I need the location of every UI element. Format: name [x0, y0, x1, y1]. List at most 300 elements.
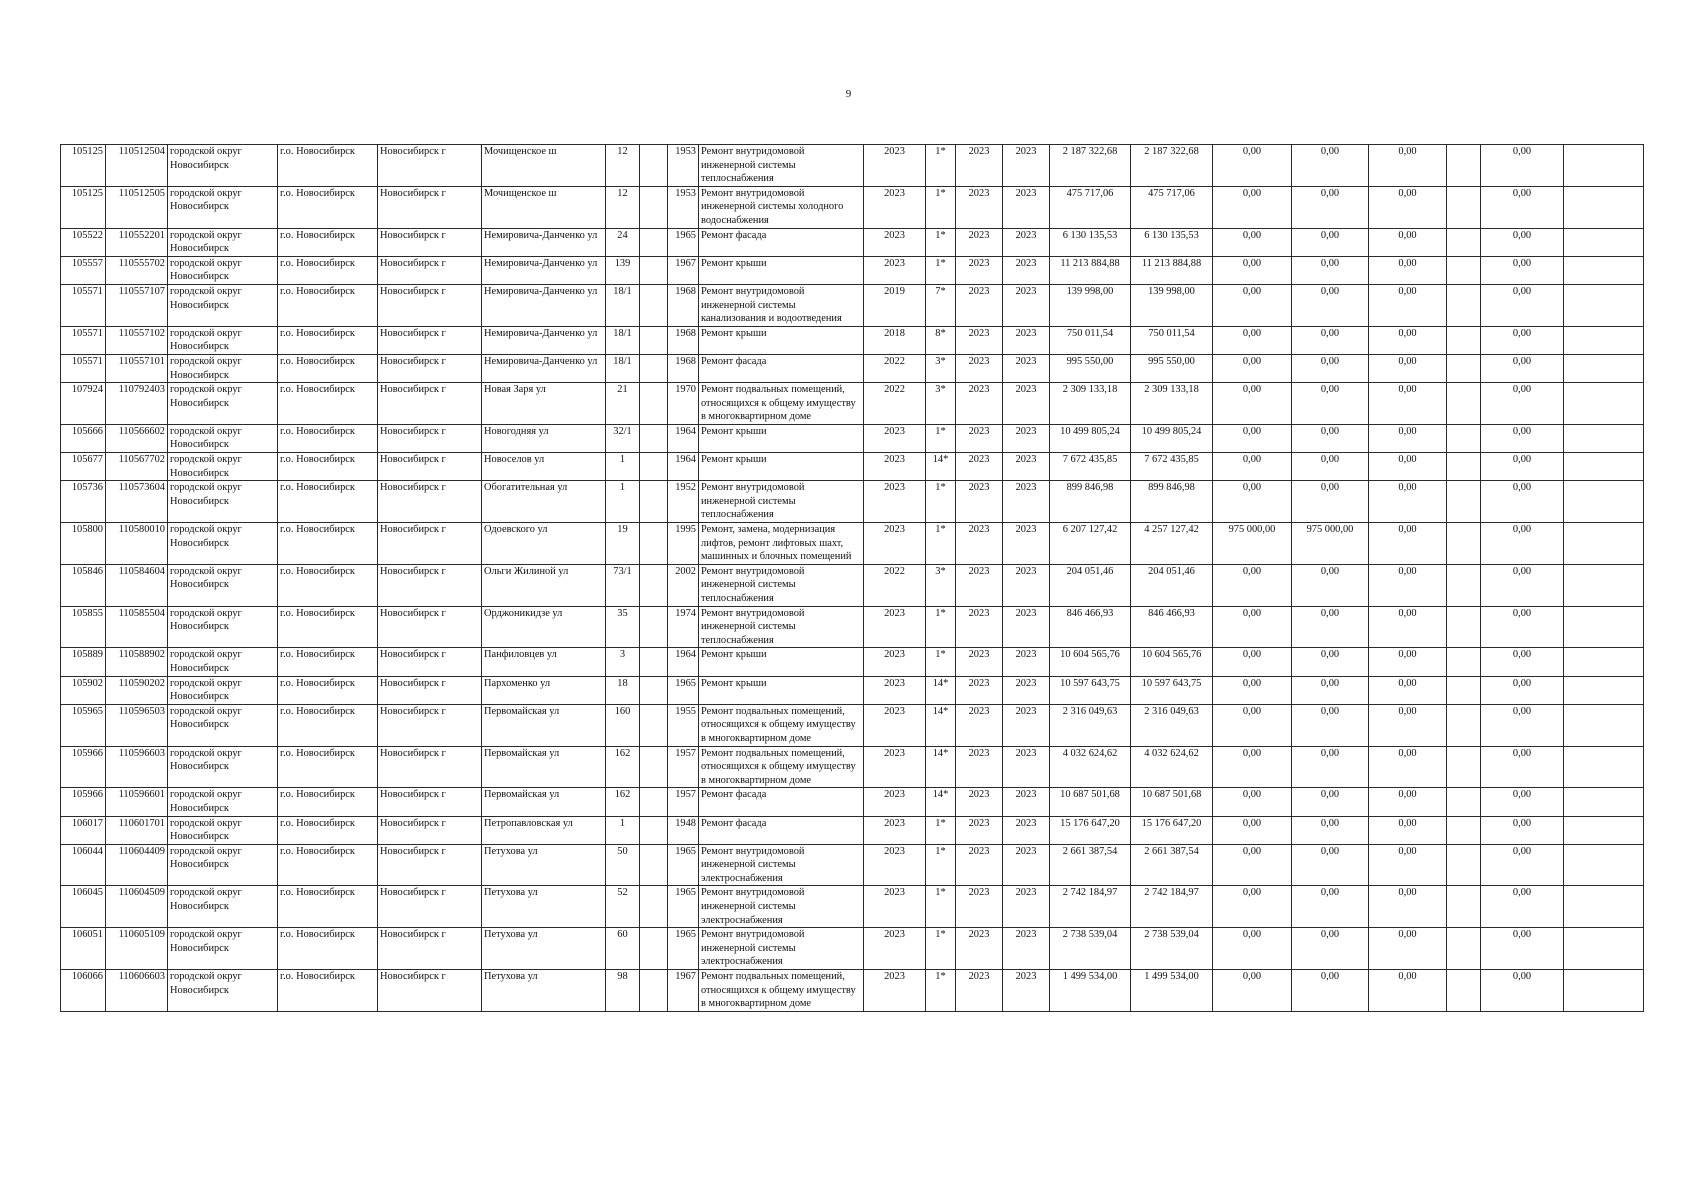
source-2: 0,00 [1292, 564, 1369, 606]
source-5: 0,00 [1481, 648, 1564, 676]
source-2: 0,00 [1292, 844, 1369, 886]
table-row [61, 186, 1644, 228]
note-mark: 14* [926, 453, 956, 481]
house-number: 162 [606, 746, 640, 788]
note-mark: 14* [926, 788, 956, 816]
plan-year: 2023 [864, 228, 926, 256]
municipality: г.о. Новосибирск [278, 648, 378, 676]
table-row [61, 383, 1644, 425]
house-number: 1 [606, 481, 640, 523]
street-name: Орджоникидзе ул [482, 606, 606, 648]
source-5: 0,00 [1481, 844, 1564, 886]
fund-cost: 2 742 184,97 [1131, 886, 1213, 928]
empty-cell [640, 326, 668, 354]
work-code: 110606603 [106, 970, 168, 1012]
total-cost: 10 499 805,24 [1050, 424, 1131, 452]
build-year: 1968 [668, 326, 699, 354]
source-1: 0,00 [1213, 228, 1292, 256]
empty-cell [640, 970, 668, 1012]
street-name: Мочищенское ш [482, 186, 606, 228]
work-code: 110605109 [106, 928, 168, 970]
source-5: 0,00 [1481, 523, 1564, 565]
source-2: 0,00 [1292, 424, 1369, 452]
source-3: 0,00 [1369, 523, 1447, 565]
source-1: 0,00 [1213, 186, 1292, 228]
start-year: 2023 [956, 816, 1003, 844]
source-3: 0,00 [1369, 844, 1447, 886]
build-year: 1955 [668, 704, 699, 746]
source-4 [1447, 746, 1481, 788]
source-3: 0,00 [1369, 481, 1447, 523]
city-name: Новосибирск г [378, 970, 482, 1012]
municipality: г.о. Новосибирск [278, 676, 378, 704]
note-mark: 1* [926, 970, 956, 1012]
end-year: 2023 [1003, 354, 1050, 382]
street-name: Петухова ул [482, 970, 606, 1012]
district-name: городской округ Новосибирск [168, 886, 278, 928]
city-name: Новосибирск г [378, 326, 482, 354]
build-year: 1953 [668, 186, 699, 228]
municipality: г.о. Новосибирск [278, 788, 378, 816]
empty-cell [640, 523, 668, 565]
empty-cell [640, 256, 668, 284]
municipality: г.о. Новосибирск [278, 424, 378, 452]
street-name: Петухова ул [482, 928, 606, 970]
empty-cell [640, 788, 668, 816]
district-name: городской округ Новосибирск [168, 354, 278, 382]
table-row [61, 284, 1644, 326]
plan-year: 2023 [864, 928, 926, 970]
note-mark: 3* [926, 564, 956, 606]
build-year: 1974 [668, 606, 699, 648]
fund-cost: 15 176 647,20 [1131, 816, 1213, 844]
city-name: Новосибирск г [378, 186, 482, 228]
end-year: 2023 [1003, 453, 1050, 481]
source-4 [1447, 284, 1481, 326]
source-5: 0,00 [1481, 228, 1564, 256]
city-name: Новосибирск г [378, 354, 482, 382]
object-id: 105889 [61, 648, 106, 676]
district-name: городской округ Новосибирск [168, 606, 278, 648]
street-name: Одоевского ул [482, 523, 606, 565]
note-mark: 1* [926, 648, 956, 676]
source-3: 0,00 [1369, 354, 1447, 382]
tail-cell [1564, 564, 1644, 606]
plan-year: 2023 [864, 424, 926, 452]
table-row [61, 676, 1644, 704]
end-year: 2023 [1003, 606, 1050, 648]
city-name: Новосибирск г [378, 746, 482, 788]
object-id: 105965 [61, 704, 106, 746]
note-mark: 14* [926, 746, 956, 788]
registry-body [61, 145, 1644, 1012]
object-id: 105571 [61, 354, 106, 382]
municipality: г.о. Новосибирск [278, 453, 378, 481]
table-row [61, 970, 1644, 1012]
work-code: 110584604 [106, 564, 168, 606]
tail-cell [1564, 844, 1644, 886]
empty-cell [640, 564, 668, 606]
source-1: 0,00 [1213, 816, 1292, 844]
build-year: 1965 [668, 928, 699, 970]
total-cost: 846 466,93 [1050, 606, 1131, 648]
plan-year: 2022 [864, 354, 926, 382]
source-4 [1447, 523, 1481, 565]
end-year: 2023 [1003, 704, 1050, 746]
tail-cell [1564, 606, 1644, 648]
source-1: 0,00 [1213, 746, 1292, 788]
street-name: Новоселов ул [482, 453, 606, 481]
table-row [61, 746, 1644, 788]
build-year: 1967 [668, 970, 699, 1012]
plan-year: 2023 [864, 676, 926, 704]
house-number: 162 [606, 788, 640, 816]
empty-cell [640, 228, 668, 256]
source-5: 0,00 [1481, 256, 1564, 284]
start-year: 2023 [956, 746, 1003, 788]
source-5: 0,00 [1481, 424, 1564, 452]
source-4 [1447, 928, 1481, 970]
house-number: 24 [606, 228, 640, 256]
municipality: г.о. Новосибирск [278, 816, 378, 844]
table-row [61, 145, 1644, 187]
work-code: 110792403 [106, 383, 168, 425]
empty-cell [640, 383, 668, 425]
empty-cell [640, 886, 668, 928]
street-name: Первомайская ул [482, 746, 606, 788]
district-name: городской округ Новосибирск [168, 676, 278, 704]
house-number: 139 [606, 256, 640, 284]
house-number: 18/1 [606, 354, 640, 382]
street-name: Немировича-Данченко ул [482, 256, 606, 284]
total-cost: 899 846,98 [1050, 481, 1131, 523]
source-5: 0,00 [1481, 928, 1564, 970]
source-1: 0,00 [1213, 326, 1292, 354]
note-mark: 1* [926, 928, 956, 970]
street-name: Новогодняя ул [482, 424, 606, 452]
object-id: 106017 [61, 816, 106, 844]
source-2: 0,00 [1292, 788, 1369, 816]
source-2: 0,00 [1292, 453, 1369, 481]
fund-cost: 2 309 133,18 [1131, 383, 1213, 425]
municipality: г.о. Новосибирск [278, 564, 378, 606]
municipality: г.о. Новосибирск [278, 383, 378, 425]
district-name: городской округ Новосибирск [168, 746, 278, 788]
work-type: Ремонт крыши [699, 326, 864, 354]
tail-cell [1564, 383, 1644, 425]
plan-year: 2018 [864, 326, 926, 354]
work-code: 110552201 [106, 228, 168, 256]
work-type: Ремонт, замена, модернизация лифтов, ремонт лифтовых шахт, машинных и блочных помещений [699, 523, 864, 565]
work-type: Ремонт крыши [699, 648, 864, 676]
street-name: Пархоменко ул [482, 676, 606, 704]
source-5: 0,00 [1481, 481, 1564, 523]
source-2: 0,00 [1292, 704, 1369, 746]
source-2: 0,00 [1292, 284, 1369, 326]
end-year: 2023 [1003, 886, 1050, 928]
source-3: 0,00 [1369, 788, 1447, 816]
work-type: Ремонт внутридомовой инженерной системы канализования и водоотведения [699, 284, 864, 326]
empty-cell [640, 648, 668, 676]
empty-cell [640, 676, 668, 704]
district-name: городской округ Новосибирск [168, 648, 278, 676]
district-name: городской округ Новосибирск [168, 256, 278, 284]
work-type: Ремонт фасада [699, 788, 864, 816]
end-year: 2023 [1003, 145, 1050, 187]
start-year: 2023 [956, 256, 1003, 284]
source-3: 0,00 [1369, 704, 1447, 746]
street-name: Петропавловская ул [482, 816, 606, 844]
note-mark: 1* [926, 606, 956, 648]
start-year: 2023 [956, 564, 1003, 606]
table-row [61, 424, 1644, 452]
district-name: городской округ Новосибирск [168, 424, 278, 452]
city-name: Новосибирск г [378, 928, 482, 970]
district-name: городской округ Новосибирск [168, 383, 278, 425]
table-row [61, 816, 1644, 844]
fund-cost: 2 661 387,54 [1131, 844, 1213, 886]
municipality: г.о. Новосибирск [278, 886, 378, 928]
object-id: 105846 [61, 564, 106, 606]
total-cost: 2 661 387,54 [1050, 844, 1131, 886]
street-name: Мочищенское ш [482, 145, 606, 187]
source-3: 0,00 [1369, 970, 1447, 1012]
source-1: 0,00 [1213, 424, 1292, 452]
work-code: 110512505 [106, 186, 168, 228]
object-id: 105666 [61, 424, 106, 452]
plan-year: 2023 [864, 704, 926, 746]
start-year: 2023 [956, 844, 1003, 886]
tail-cell [1564, 186, 1644, 228]
source-4 [1447, 816, 1481, 844]
municipality: г.о. Новосибирск [278, 481, 378, 523]
city-name: Новосибирск г [378, 648, 482, 676]
table-row [61, 704, 1644, 746]
build-year: 1968 [668, 354, 699, 382]
house-number: 98 [606, 970, 640, 1012]
source-2: 0,00 [1292, 928, 1369, 970]
work-type: Ремонт крыши [699, 424, 864, 452]
municipality: г.о. Новосибирск [278, 704, 378, 746]
tail-cell [1564, 816, 1644, 844]
plan-year: 2023 [864, 145, 926, 187]
city-name: Новосибирск г [378, 284, 482, 326]
work-code: 110567702 [106, 453, 168, 481]
street-name: Немировича-Данченко ул [482, 284, 606, 326]
city-name: Новосибирск г [378, 383, 482, 425]
tail-cell [1564, 676, 1644, 704]
district-name: городской округ Новосибирск [168, 816, 278, 844]
table-row [61, 354, 1644, 382]
work-code: 110512504 [106, 145, 168, 187]
source-2: 0,00 [1292, 326, 1369, 354]
source-3: 0,00 [1369, 816, 1447, 844]
plan-year: 2023 [864, 186, 926, 228]
total-cost: 2 738 539,04 [1050, 928, 1131, 970]
house-number: 60 [606, 928, 640, 970]
work-code: 110573604 [106, 481, 168, 523]
source-2: 0,00 [1292, 256, 1369, 284]
table-row [61, 326, 1644, 354]
plan-year: 2023 [864, 648, 926, 676]
table-row [61, 256, 1644, 284]
plan-year: 2023 [864, 453, 926, 481]
work-code: 110557101 [106, 354, 168, 382]
empty-cell [640, 186, 668, 228]
source-5: 0,00 [1481, 453, 1564, 481]
start-year: 2023 [956, 788, 1003, 816]
source-4 [1447, 606, 1481, 648]
district-name: городской округ Новосибирск [168, 186, 278, 228]
object-id: 105677 [61, 453, 106, 481]
city-name: Новосибирск г [378, 676, 482, 704]
start-year: 2023 [956, 606, 1003, 648]
end-year: 2023 [1003, 481, 1050, 523]
source-5: 0,00 [1481, 606, 1564, 648]
source-1: 0,00 [1213, 354, 1292, 382]
street-name: Петухова ул [482, 844, 606, 886]
object-id: 105571 [61, 326, 106, 354]
source-3: 0,00 [1369, 228, 1447, 256]
plan-year: 2019 [864, 284, 926, 326]
fund-cost: 10 687 501,68 [1131, 788, 1213, 816]
work-code: 110566602 [106, 424, 168, 452]
object-id: 105125 [61, 145, 106, 187]
source-1: 0,00 [1213, 606, 1292, 648]
source-3: 0,00 [1369, 886, 1447, 928]
district-name: городской округ Новосибирск [168, 284, 278, 326]
tail-cell [1564, 228, 1644, 256]
page-number: 9 [845, 88, 852, 100]
source-2: 0,00 [1292, 145, 1369, 187]
municipality: г.о. Новосибирск [278, 606, 378, 648]
empty-cell [640, 354, 668, 382]
total-cost: 750 011,54 [1050, 326, 1131, 354]
work-code: 110601701 [106, 816, 168, 844]
source-2: 0,00 [1292, 970, 1369, 1012]
fund-cost: 4 257 127,42 [1131, 523, 1213, 565]
fund-cost: 10 604 565,76 [1131, 648, 1213, 676]
work-code: 110590202 [106, 676, 168, 704]
end-year: 2023 [1003, 648, 1050, 676]
total-cost: 10 604 565,76 [1050, 648, 1131, 676]
start-year: 2023 [956, 523, 1003, 565]
city-name: Новосибирск г [378, 453, 482, 481]
tail-cell [1564, 145, 1644, 187]
source-3: 0,00 [1369, 928, 1447, 970]
source-4 [1447, 186, 1481, 228]
total-cost: 6 207 127,42 [1050, 523, 1131, 565]
source-5: 0,00 [1481, 326, 1564, 354]
source-4 [1447, 676, 1481, 704]
tail-cell [1564, 481, 1644, 523]
source-2: 0,00 [1292, 186, 1369, 228]
fund-cost: 846 466,93 [1131, 606, 1213, 648]
source-3: 0,00 [1369, 606, 1447, 648]
work-type: Ремонт подвальных помещений, относящихся к общему имуществу в многоквартирном доме [699, 704, 864, 746]
work-type: Ремонт внутридомовой инженерной системы теплоснабжения [699, 564, 864, 606]
house-number: 19 [606, 523, 640, 565]
tail-cell [1564, 886, 1644, 928]
empty-cell [640, 606, 668, 648]
source-5: 0,00 [1481, 383, 1564, 425]
source-2: 0,00 [1292, 816, 1369, 844]
source-1: 0,00 [1213, 970, 1292, 1012]
city-name: Новосибирск г [378, 704, 482, 746]
district-name: городской округ Новосибирск [168, 481, 278, 523]
start-year: 2023 [956, 383, 1003, 425]
tail-cell [1564, 928, 1644, 970]
source-5: 0,00 [1481, 816, 1564, 844]
table-row [61, 564, 1644, 606]
district-name: городской округ Новосибирск [168, 970, 278, 1012]
fund-cost: 10 597 643,75 [1131, 676, 1213, 704]
tail-cell [1564, 453, 1644, 481]
city-name: Новосибирск г [378, 481, 482, 523]
end-year: 2023 [1003, 564, 1050, 606]
source-5: 0,00 [1481, 788, 1564, 816]
street-name: Ольги Жилиной ул [482, 564, 606, 606]
fund-cost: 7 672 435,85 [1131, 453, 1213, 481]
work-type: Ремонт фасада [699, 816, 864, 844]
total-cost: 204 051,46 [1050, 564, 1131, 606]
build-year: 1948 [668, 816, 699, 844]
total-cost: 2 316 049,63 [1050, 704, 1131, 746]
source-4 [1447, 844, 1481, 886]
note-mark: 1* [926, 844, 956, 886]
end-year: 2023 [1003, 676, 1050, 704]
district-name: городской округ Новосибирск [168, 523, 278, 565]
empty-cell [640, 746, 668, 788]
table-row [61, 788, 1644, 816]
empty-cell [640, 481, 668, 523]
object-id: 105522 [61, 228, 106, 256]
note-mark: 8* [926, 326, 956, 354]
work-code: 110557107 [106, 284, 168, 326]
source-5: 0,00 [1481, 886, 1564, 928]
total-cost: 2 309 133,18 [1050, 383, 1131, 425]
object-id: 106066 [61, 970, 106, 1012]
house-number: 18/1 [606, 284, 640, 326]
start-year: 2023 [956, 676, 1003, 704]
work-code: 110580010 [106, 523, 168, 565]
source-2: 0,00 [1292, 354, 1369, 382]
tail-cell [1564, 648, 1644, 676]
plan-year: 2023 [864, 606, 926, 648]
work-type: Ремонт внутридомовой инженерной системы холодного водоснабжения [699, 186, 864, 228]
start-year: 2023 [956, 424, 1003, 452]
build-year: 1965 [668, 676, 699, 704]
tail-cell [1564, 788, 1644, 816]
source-1: 0,00 [1213, 788, 1292, 816]
source-4 [1447, 788, 1481, 816]
source-1: 0,00 [1213, 284, 1292, 326]
district-name: городской округ Новосибирск [168, 228, 278, 256]
source-3: 0,00 [1369, 186, 1447, 228]
source-4 [1447, 481, 1481, 523]
source-2: 0,00 [1292, 746, 1369, 788]
end-year: 2023 [1003, 383, 1050, 425]
table-row [61, 453, 1644, 481]
table-row [61, 648, 1644, 676]
object-id: 107924 [61, 383, 106, 425]
end-year: 2023 [1003, 970, 1050, 1012]
fund-cost: 204 051,46 [1131, 564, 1213, 606]
work-code: 110596503 [106, 704, 168, 746]
street-name: Немировича-Данченко ул [482, 354, 606, 382]
house-number: 18 [606, 676, 640, 704]
tail-cell [1564, 523, 1644, 565]
